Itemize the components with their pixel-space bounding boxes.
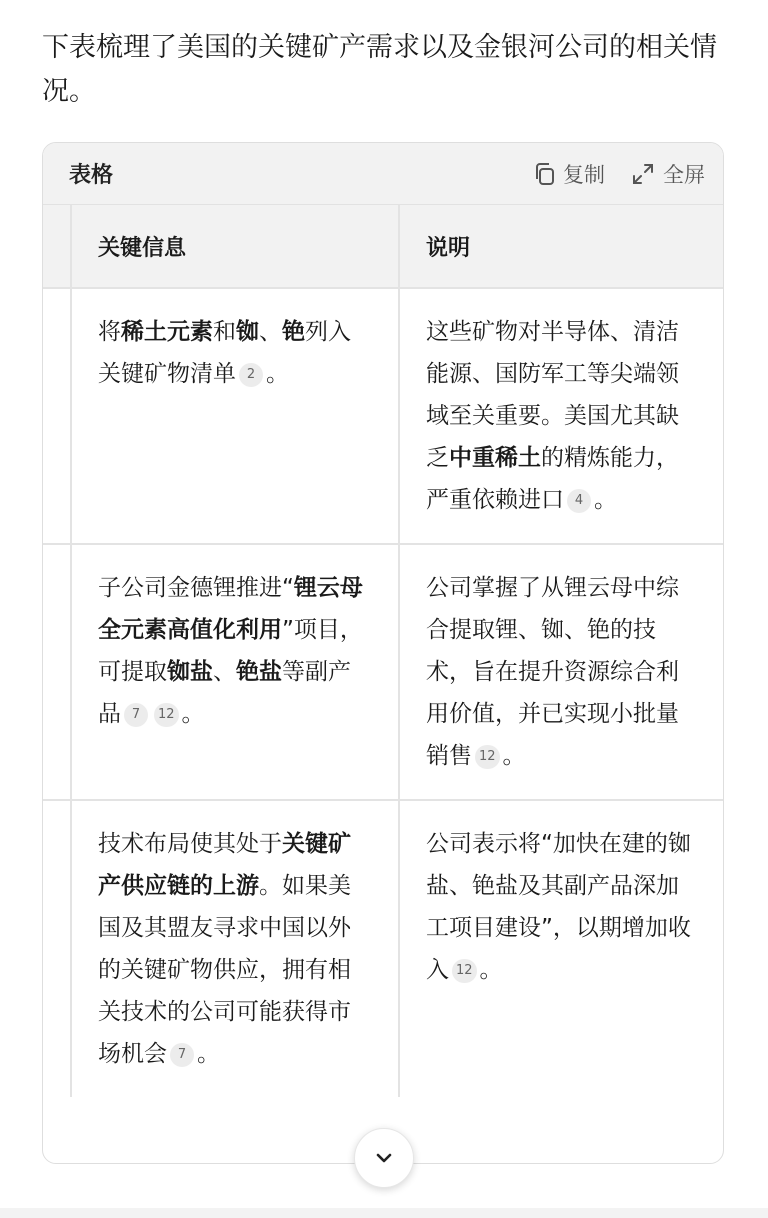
table-row: [43, 288, 723, 544]
cell-text: 公司掌握了从锂云母中综合提取锂、铷、铯的技术，旨在提升资源综合利用价值，并已实现小批量销售: [426, 575, 679, 769]
column-header-key-info: 关键信息: [71, 205, 399, 288]
cell-bold-text: 铷: [236, 319, 259, 345]
cell-text: 的精炼能力，严重依赖进口: [426, 445, 679, 513]
cell-description: [399, 288, 723, 544]
chevron-down-icon: [372, 1146, 396, 1170]
expand-icon: [631, 162, 655, 186]
info-table: [43, 205, 723, 1097]
cell-text: 。: [197, 1041, 220, 1067]
cell-text: 。: [502, 743, 526, 769]
citation-badge[interactable]: 7: [170, 1043, 194, 1067]
cell-text: 列入关键矿物清单: [98, 319, 351, 387]
cell-text: 、: [213, 659, 236, 685]
citation-badge[interactable]: 2: [239, 363, 263, 387]
cell-bold-text: 关键矿产供应链的上游: [98, 831, 351, 899]
cell-text: 。: [479, 957, 503, 983]
cell-key-info: [71, 288, 399, 544]
cell-bold-text: 稀土元素: [121, 319, 213, 345]
copy-label: 复制: [563, 162, 605, 187]
cell-description: [399, 544, 723, 800]
row-gutter: [43, 288, 71, 544]
cell-description: [399, 800, 723, 1097]
cell-text: 技术布局使其处于: [98, 831, 282, 857]
cell-key-info: [71, 544, 399, 800]
row-gutter: [43, 800, 71, 1097]
table-card-title: 表格: [69, 163, 114, 188]
cell-text: 。: [266, 361, 289, 387]
table-row: [43, 800, 723, 1097]
cell-text: 公司表示将“加快在建的铷盐、铯盐及其副产品深加工项目建设”，以期增加收入: [426, 831, 691, 983]
table-card-header: [43, 143, 723, 205]
copy-icon: [533, 162, 555, 186]
cell-text: 等副产品: [98, 659, 351, 727]
cell-text: 子公司金德锂推进“: [98, 575, 294, 601]
cell-text: ”项目，可提取: [98, 617, 363, 685]
cell-text: 和: [213, 319, 236, 345]
row-gutter: [43, 205, 71, 288]
cell-text: 、: [259, 319, 282, 345]
citation-badge[interactable]: 12: [452, 959, 477, 983]
cell-key-info: [71, 800, 399, 1097]
fullscreen-label: 全屏: [663, 162, 705, 187]
intro-text: 下表梳理了美国的关键矿产需求以及金银河公司的相关情况。: [42, 32, 717, 107]
table-card: [42, 142, 724, 1164]
cell-bold-text: 铯: [282, 319, 305, 345]
citation-badge[interactable]: 12: [154, 703, 179, 727]
citation-badge[interactable]: 12: [475, 745, 500, 769]
cell-bold-text: 铷盐: [167, 659, 213, 685]
cell-text: 将: [98, 319, 121, 345]
fullscreen-button[interactable]: [631, 159, 705, 189]
citation-badge[interactable]: 4: [567, 489, 591, 513]
scroll-down-button[interactable]: [354, 1128, 414, 1188]
cell-text: 。: [594, 487, 617, 513]
copy-button[interactable]: [533, 159, 605, 189]
row-gutter: [43, 544, 71, 800]
cell-bold-text: 铯盐: [236, 659, 282, 685]
table-header-row: [43, 205, 723, 288]
table-row: [43, 544, 723, 800]
cell-text: 。如果美国及其盟友寻求中国以外的关键矿物供应，拥有相关技术的公司可能获得市场机会: [98, 873, 351, 1067]
cell-text: 这些矿物对半导体、清洁能源、国防军工等尖端领域至关重要。美国尤其缺乏: [426, 319, 679, 471]
citation-badge[interactable]: 7: [124, 703, 148, 727]
column-header-description: 说明: [399, 205, 723, 288]
bottom-bar: [0, 1208, 768, 1218]
cell-bold-text: 锂云母全元素高值化利用: [98, 575, 363, 643]
cell-bold-text: 中重稀土: [449, 445, 541, 471]
cell-text: 。: [181, 701, 205, 727]
